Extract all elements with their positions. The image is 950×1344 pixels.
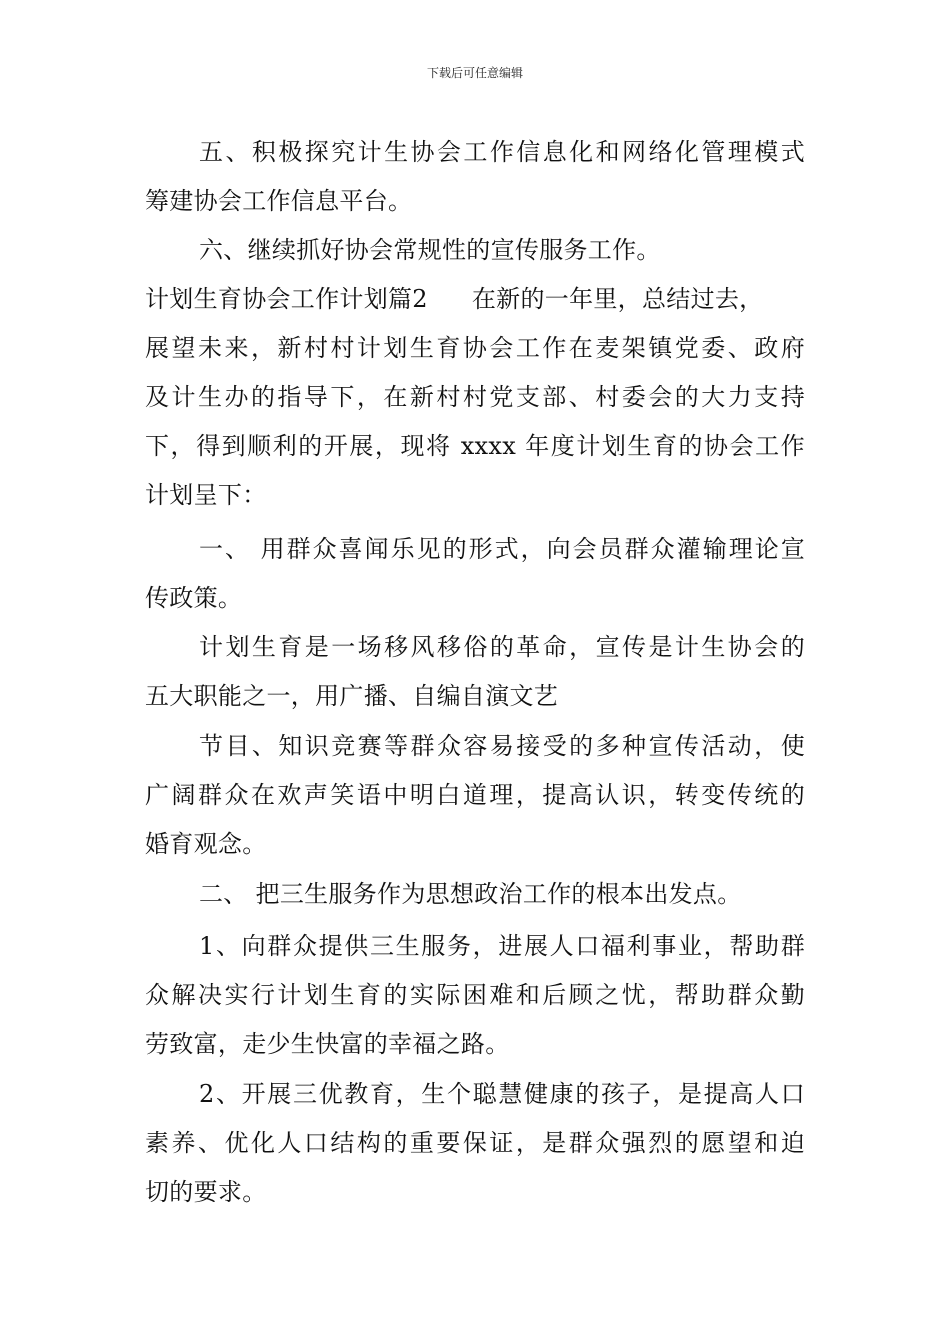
paragraph-line: 切的要求。	[145, 1178, 267, 1206]
page-header: 下载后可任意编辑	[426, 66, 523, 80]
paragraph-text: 在新的一年里，总结过去，	[471, 285, 764, 313]
paragraph-line: 广阔群众在欢声笑语中明白道理，提高认识，转变传统的	[145, 781, 805, 809]
paragraph-line: 节目、知识竞赛等群众容易接受的多种宣传活动，使	[199, 732, 805, 760]
paragraph-line: 婚育观念。	[145, 830, 267, 858]
paragraph-line: 及计生办的指导下，在新村村党支部、村委会的大力支持	[145, 383, 805, 411]
paragraph-line: 众解决实行计划生育的实际困难和后顾之忧，帮助群众勤	[145, 981, 805, 1009]
paragraph-line: 六、继续抓好协会常规性的宣传服务工作。	[199, 236, 661, 264]
section-title: 计划生育协会工作计划篇2	[145, 285, 428, 313]
paragraph-line: 五大职能之一，用广播、自编自演文艺	[145, 682, 559, 710]
paragraph-line: 一、 用群众喜闻乐见的形式，向会员群众灌输理论宣	[199, 535, 805, 563]
paragraph-line: 五、积极探究计生协会工作信息化和网络化管理模式	[199, 138, 805, 166]
paragraph-line: 计划呈下：	[145, 481, 267, 509]
paragraph-line	[145, 284, 815, 314]
paragraph-line: 计划生育是一场移风移俗的革命，宣传是计生协会的	[199, 633, 805, 661]
paragraph-line: 2、开展三优教育，生个聪慧健康的孩子，是提高人口	[199, 1080, 805, 1108]
paragraph-line: 展望未来，新村村计划生育协会工作在麦架镇党委、政府	[145, 334, 805, 362]
paragraph-line: 1、向群众提供三生服务，进展人口福利事业，帮助群	[199, 932, 805, 960]
paragraph-line: 素养、优化人口结构的重要保证，是群众强烈的愿望和迫	[145, 1129, 805, 1157]
paragraph-line: 传政策。	[145, 584, 243, 612]
paragraph-line: 二、 把三生服务作为思想政治工作的根本出发点。	[199, 880, 742, 908]
paragraph-line: 下，得到顺利的开展，现将 xxxx 年度计划生育的协会工作	[145, 432, 805, 460]
paragraph-line: 筹建协会工作信息平台。	[145, 187, 413, 215]
paragraph-line: 劳致富，走少生快富的幸福之路。	[145, 1030, 510, 1058]
